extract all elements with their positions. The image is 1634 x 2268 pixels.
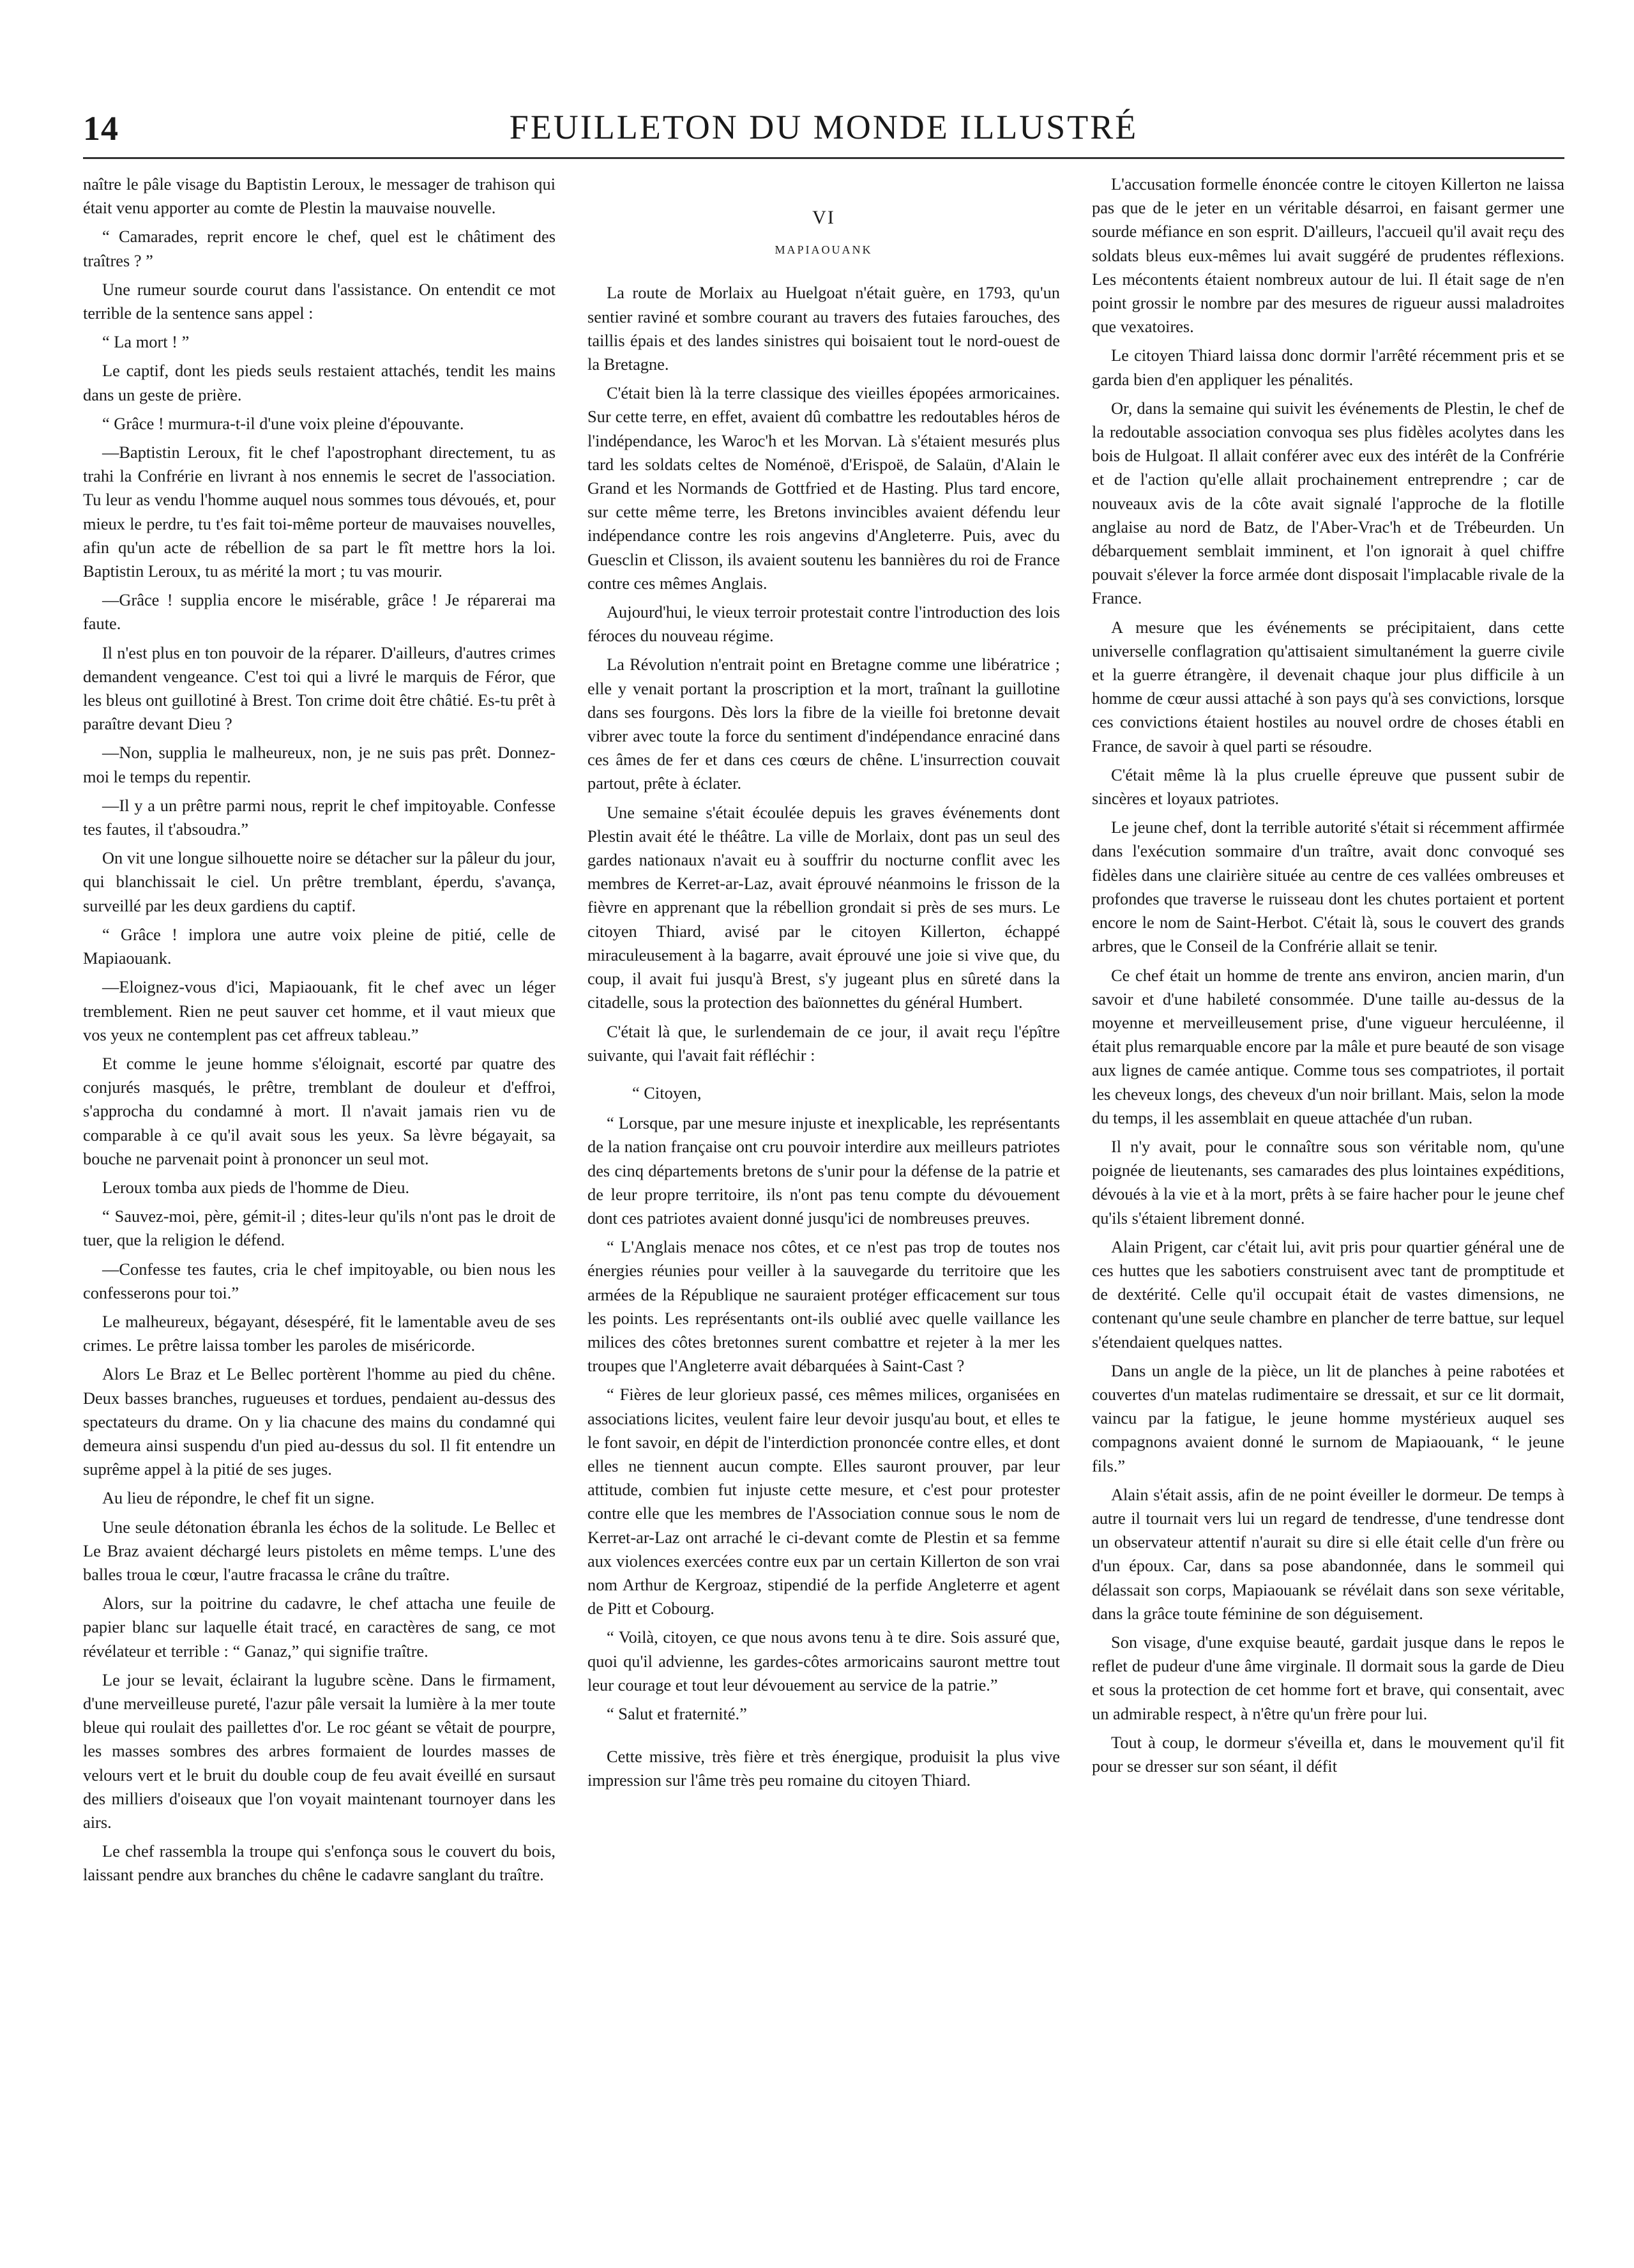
paragraph: C'était même là la plus cruelle épreuve que pussent subir de sincères et loyaux patriotes. <box>1092 765 1564 809</box>
paragraph: Une rumeur sourde courut dans l'assistance. On entendit ce mot terrible de la sentence sans appel : <box>83 279 556 323</box>
column-right <box>1092 172 1564 1892</box>
paragraph: naître le pâle visage du Baptistin Leroux, le messager de trahison qui était venu apporter au comte de Plestin la mauvaise nouvelle. <box>83 174 556 218</box>
paragraph: —Confesse tes fautes, cria le chef impitoyable, ou bien nous les confesserons pour toi.” <box>83 1259 556 1302</box>
paragraph: “ Grâce ! murmura-t-il d'une voix pleine d'épouvante. <box>102 413 464 433</box>
text-columns <box>83 172 1564 1892</box>
paragraph: Leroux tomba aux pieds de l'homme de Dieu. <box>102 1177 410 1197</box>
letter-salutation: “ Citoyen, <box>632 1083 702 1102</box>
paragraph: Son visage, d'une exquise beauté, gardait jusque dans le repos le reflet de pudeur d'une âme virginale. Il dormait sous la garde de Dieu et sous la protection de cet homme fort et brave, qui consentait, avec un admirable respect, à n'être qu'un frère pour lui. <box>1092 1632 1564 1723</box>
newspaper-page <box>83 96 1564 2223</box>
header-rule <box>83 157 1564 159</box>
paragraph: Il n'y avait, pour le connaître sous son véritable nom, qu'une poignée de lieutenants, ses camarades des plus lointaines expéditions, dévoués à la vie et à la mort, prêts à se faire hacher pour le jeune chef qu'ils s'étaient librement donné. <box>1092 1136 1564 1228</box>
paragraph: C'était là que, le surlendemain de ce jour, il avait reçu l'épître suivante, qui l'avait fait réfléchir : <box>587 1021 1060 1065</box>
letter-body <box>587 1111 1060 1726</box>
paragraph: Alors Le Braz et Le Bellec portèrent l'homme au pied du chêne. Deux basses branches, rugueuses et tordues, pendaient au-dessus des spectateurs du drame. On y lia chacune des mains du condamné qui demeura ainsi suspendu d'un pied au-dessus du sol. Il fit entendre un suprême appel à la pitié de ses juges. <box>83 1364 556 1479</box>
paragraph: —Baptistin Leroux, fit le chef l'apostrophant directement, tu as trahi la Confrérie en livrant à nos ennemis le secret de l'association. Tu leur as vendu l'homme auquel nous sommes tous dévoués, et, pour mieux le perdre, tu t'es fait toi-même porteur de mauvaises nouvelles, afin qu'un acte de rébellion de sa part le fît mettre hors la loi. Baptistin Leroux, tu as mérité la mort ; tu vas mourir. <box>83 443 556 581</box>
paragraph: L'accusation formelle énoncée contre le citoyen Killerton ne laissa pas que de le jeter en un véritable désarroi, en faisant germer une sourde méfiance en son esprit. D'ailleurs, l'accueil qu'il avait reçu des soldats bleus eux-mêmes lui avait suggéré de prudentes réflexions. Les mécontents étaient nombreux autour de lui. Il était sage de n'en point grossir le nombre par des mesures de rigueur aussi maladroites que vexatoires. <box>1092 174 1564 337</box>
paragraph: “ La mort ! ” <box>102 332 190 352</box>
paragraph: Ce chef était un homme de trente ans environ, ancien marin, d'un savoir et d'une habileté consommée. D'une taille au-dessus de la moyenne et merveilleusement prise, d'une vigueur herculéenne, il était plus remarquable encore par la mâle et pure beauté de son visage aux lignes de camée antique. Comme tous ses compatriotes, il portait les cheveux longs, des cheveux d'un noir brillant. Mais, selon la mode du temps, il les assemblait en queue attachée d'un ruban. <box>1092 965 1564 1127</box>
chapter-title: MAPIAOUANK <box>775 243 873 257</box>
paragraph: “ Fières de leur glorieux passé, ces mêmes milices, organisées en associations licites, veulent faire leur devoir jusqu'au bout, et elles te le font savoir, en dépit de l'interdiction prononcée contre elles, et dont elles ne tiennent aucun compte. Elles sauront prouver, par leur attitude, combien fut injuste cette mesure, et c'est pour protester contre elle que les membres de l'Association connue sous le nom de Kerret-ar-Laz ont arraché le ci-devant comte de Plestin et sa femme aux violences exercées contre eux par un certain Killerton de son vrai nom Arthur de Kergroaz, stipendié de la perfide Angleterre et agent de Pitt et Cobourg. <box>587 1385 1060 1618</box>
paragraph: Au lieu de répondre, le chef fit un signe. <box>102 1488 375 1508</box>
chapter-intro-text <box>587 281 1060 1067</box>
paragraph: C'était bien là la terre classique des vieilles épopées armoricaines. Sur cette terre, en effet, avaient dû combattre les redoutables héros de l'indépendance, les Waroc'h et les Morvan. Là s'étaient mesurés plus tard les soldats celtes de Noménoë, d'Erispoë, de Salaün, d'Alain le Grand et les Normands de Gottfried et de Hasting. Plus tard encore, sur cette même terre, les Bretons invincibles avaient défendu leur indépendance contre les rois angevins d'Angleterre. Puis, avec du Guesclin et Clisson, ils avaient soutenu les bannières du roi de France contre ces mêmes Anglais. <box>587 383 1060 593</box>
paragraph: “ Salut et fraternité.” <box>607 1703 747 1723</box>
paragraph: Alain Prigent, car c'était lui, avit pris pour quartier général une de ces huttes que les sabotiers construisent avec tant de promptitude et de dextérité. Celle qu'il occupait était de vastes dimensions, ne contenant qu'une seule chambre en plancher de terre battue, sur lequel s'étendaient quelques nattes. <box>1092 1237 1564 1351</box>
paragraph: Le chef rassembla la troupe qui s'enfonça sous le couvert du bois, laissant pendre aux branches du chêne le cadavre sanglant du traître. <box>83 1841 556 1885</box>
paragraph: Il n'est plus en ton pouvoir de la réparer. D'ailleurs, d'autres crimes demandent vengeance. C'est toi qui a livré le marquis de Féror, que les bleus ont guillotiné à Brest. Ton crime doit être châtié. Es-tu prêt à paraître devant Dieu ? <box>83 643 556 734</box>
paragraph: La route de Morlaix au Huelgoat n'était guère, en 1793, qu'un sentier raviné et sombre courant au travers des futaies farouches, des taillis épais et des landes sinistres qui boisaient tout le nord-ouest de la Bretagne. <box>587 283 1060 374</box>
paragraph: La Révolution n'entrait point en Bretagne comme une libératrice ; elle y venait portant la proscription et la mort, traînant la guillotine dans ses fourgons. Dès lors la fibre de la vieille foi bretonne devait vibrer avec toute la force du sentiment d'indépendance enraciné dans ces âmes de fer et dans ces cœurs de chêne. L'insurrection couvait partout, prête à éclater. <box>587 655 1060 793</box>
paragraph: Cette missive, très fière et très énergique, produisit la plus vive impression sur l'âme très peu romaine du citoyen Thiard. <box>587 1747 1060 1790</box>
page-number: 14 <box>83 109 119 148</box>
paragraph: Une semaine s'était écoulée depuis les graves événements dont Plestin avait été le théâtre. La ville de Morlaix, dont pas un seul des gardes nationaux n'avait eu à souffrir du nocturne conflit avec les membres de Kerret-ar-Laz, avait éprouvé néanmoins le frisson de la fièvre en apprenant que la rébellion grondait si près de ses murs. Le citoyen Thiard, avisé par le citoyen Killerton, échappé miraculeusement à la bagarre, avait éprouvé une joie si vive que, du coup, il avait fui jusqu'à Brest, s'y jugeant plus en sûreté dans la citadelle, sous la protection des baïonnettes du général Humbert. <box>587 802 1060 1012</box>
paragraph: “ Lorsque, par une mesure injuste et inexplicable, les représentants de la nation française ont cru pouvoir interdire aux meilleurs patriotes des cinq départements bretons de s'unir pour la défense de la patrie et de leur propre territoire, ils n'ont pas tenu compte du dévouement dont ces patriotes avaient donné jusqu'ici de nombreuses preuves. <box>587 1113 1060 1228</box>
page-header <box>83 96 1564 166</box>
letter-followup-text <box>587 1745 1060 1792</box>
paragraph: —Grâce ! supplia encore le misérable, grâce ! Je réparerai ma faute. <box>83 590 556 634</box>
paragraph: —Eloignez-vous d'ici, Mapiaouank, fit le chef avec un léger tremblement. Rien ne peut sauver cet homme, et il vaut mieux que vos yeux ne contemplent pas cet affreux tableau.” <box>83 977 556 1044</box>
paragraph: Alors, sur la poitrine du cadavre, le chef attacha une feuile de papier blanc sur laquelle était tracé, en caractères de sang, ce mot révélateur et terrible : “ Ganaz,” qui signifie traître. <box>83 1594 556 1661</box>
paragraph: “ Voilà, citoyen, ce que nous avons tenu à te dire. Sois assuré que, quoi qu'il advienne, les gardes-côtes armoricains sauront mettre tout leur courage et tout leur dévouement au service de la patrie.” <box>587 1627 1060 1694</box>
paragraph: “ Grâce ! implora une autre voix pleine de pitié, celle de Mapiaouank. <box>83 924 556 968</box>
paragraph: “ Sauvez-moi, père, gémit-il ; dites-leur qu'ils n'ont pas le droit de tuer, que la religion le défend. <box>83 1206 556 1250</box>
paragraph: —Non, supplia le malheureux, non, je ne suis pas prêt. Donnez-moi le temps du repentir. <box>83 743 556 786</box>
paragraph: Or, dans la semaine qui suivit les événements de Plestin, le chef de la redoutable association convoqua ses plus fidèles acolytes dans les bois de Hulgoat. Il allait conférer avec eux des intérêt de la Confrérie et de l'action qu'elle allait prochainement entreprendre ; car de nouveaux avis de la côte avait signalé l'approche de la flotille anglaise au nord de Batz, de l'Aber-Vrac'h et de Trébeurden. Un débarquement semblait imminent, et l'on ignorait à quel chiffre pouvait s'élever la force armée dont disposait l'implacable rivale de la France. <box>1092 398 1564 608</box>
paragraph: Et comme le jeune homme s'éloignait, escorté par quatre des conjurés masqués, le prêtre, tremblant de douleur et d'effroi, s'approcha du condamné à mort. Il n'avait jamais rien vu de comparable à ce qu'il avait sous les yeux. Sa lèvre bégayait, sa bouche ne parvenait point à prononcer un seul mot. <box>83 1053 556 1168</box>
paragraph: —Il y a un prêtre parmi nous, reprit le chef impitoyable. Confesse tes fautes, il t'absoudra.” <box>83 795 556 839</box>
paragraph: A mesure que les événements se précipitaient, dans cette universelle conflagration qu'attisaient simultanément la guerre civile et la guerre étrangère, il devenait chaque jour plus difficile à un homme de cœur aussi attaché à son pays qu'à ses convictions, lorsque ces convictions étaient hostiles au nouvel ordre de choses établi en France, de savoir à quel parti se résoudre. <box>1092 617 1564 756</box>
paragraph: Alain s'était assis, afin de ne point éveiller le dormeur. De temps à autre il tournait vers lui un regard de tendresse, d'une tendresse dont un observateur attentif n'aurait su dire si elle était celle d'un frère ou d'un époux. Car, dans sa pose abandonnée, dans le sommeil qui délassait son corps, Mapiaouank se révélait dans son sexe véritable, dans la grâce toute féminine de son déguisement. <box>1092 1484 1564 1623</box>
paragraph: Le citoyen Thiard laissa donc dormir l'arrêté récemment pris et se garda bien d'en appliquer les pénalités. <box>1092 346 1564 389</box>
paragraph: Le jour se levait, éclairant la lugubre scène. Dans le firmament, d'une merveilleuse pureté, l'azur pâle versait la lumière à la mer toute bleue qui roulait des paillettes d'or. Le roc géant se vêtait de pourpre, les masses sombres des arbres formaient de lourdes masses de velours vert et le bruit du double coup de feu avait éveillé en sursaut des milliers d'oiseaux que l'on voyait maintenant tournoyer dans les airs. <box>83 1670 556 1832</box>
paragraph: “ Camarades, reprit encore le chef, quel est le châtiment des traîtres ? ” <box>83 227 556 270</box>
paragraph: Tout à coup, le dormeur s'éveilla et, dans le mouvement qu'il fit pour se dresser sur son séant, il défit <box>1092 1732 1564 1776</box>
paragraph: Le captif, dont les pieds seuls restaient attachés, tendit les mains dans un geste de prière. <box>83 361 556 404</box>
column-left <box>83 172 556 1892</box>
paragraph: Aujourd'hui, le vieux terroir protestait contre l'introduction des lois féroces du nouveau régime. <box>587 602 1060 646</box>
paragraph: Une seule détonation ébranla les échos de la solitude. Le Bellec et Le Braz avaient déchargé leurs pistolets en même temps. L'une des balles troua le cœur, l'autre fracassa le crâne du traître. <box>83 1517 556 1584</box>
paragraph: Le malheureux, bégayant, désespéré, fit le lamentable aveu de ses crimes. Le prêtre laissa tomber les paroles de miséricorde. <box>83 1311 556 1355</box>
paragraph: “ L'Anglais menace nos côtes, et ce n'est pas trop de toutes nos énergies réunies pour veiller à la sauvegarde du territoire que les armées de la République ne sauraient protéger efficacement sur tous les points. Les représentants ont-ils oublié avec quelle vaillance les milices des côtes bretonnes surent combattre et rejeter à la mer les troupes que l'Angleterre avait débarquées à Saint-Cast ? <box>587 1237 1060 1376</box>
running-title: FEUILLETON DU MONDE ILLUSTRÉ <box>509 108 1139 146</box>
paragraph: On vit une longue silhouette noire se détacher sur la pâleur du jour, qui blanchissait le ciel. Un prêtre tremblant, éperdu, s'avança, surveillé par les deux gardiens du captif. <box>83 848 556 915</box>
paragraph: Dans un angle de la pièce, un lit de planches à peine rabotées et couvertes d'un matelas rudimentaire se dressait, et sur ce lit dormait, vaincu par la fatigue, le jeune homme mystérieux auquel ses compagnons avaient donné le surnom de Mapiaouank, “ le jeune fils.” <box>1092 1360 1564 1475</box>
column-middle <box>587 172 1060 1892</box>
chapter-number: VI <box>812 207 835 228</box>
paragraph: Le jeune chef, dont la terrible autorité s'était si récemment affirmée dans l'exécution sommaire d'un traître, avait donc convoqué ses fidèles dans une clairière située au centre de ces vallées ombreuses et profondes que traverse le ruisseau dont les chutes portaient et portent encore le nom de Saint-Herbot. C'était là, sous le couvert des grands arbres, que le Conseil de la Confrérie allait se tenir. <box>1092 818 1564 956</box>
